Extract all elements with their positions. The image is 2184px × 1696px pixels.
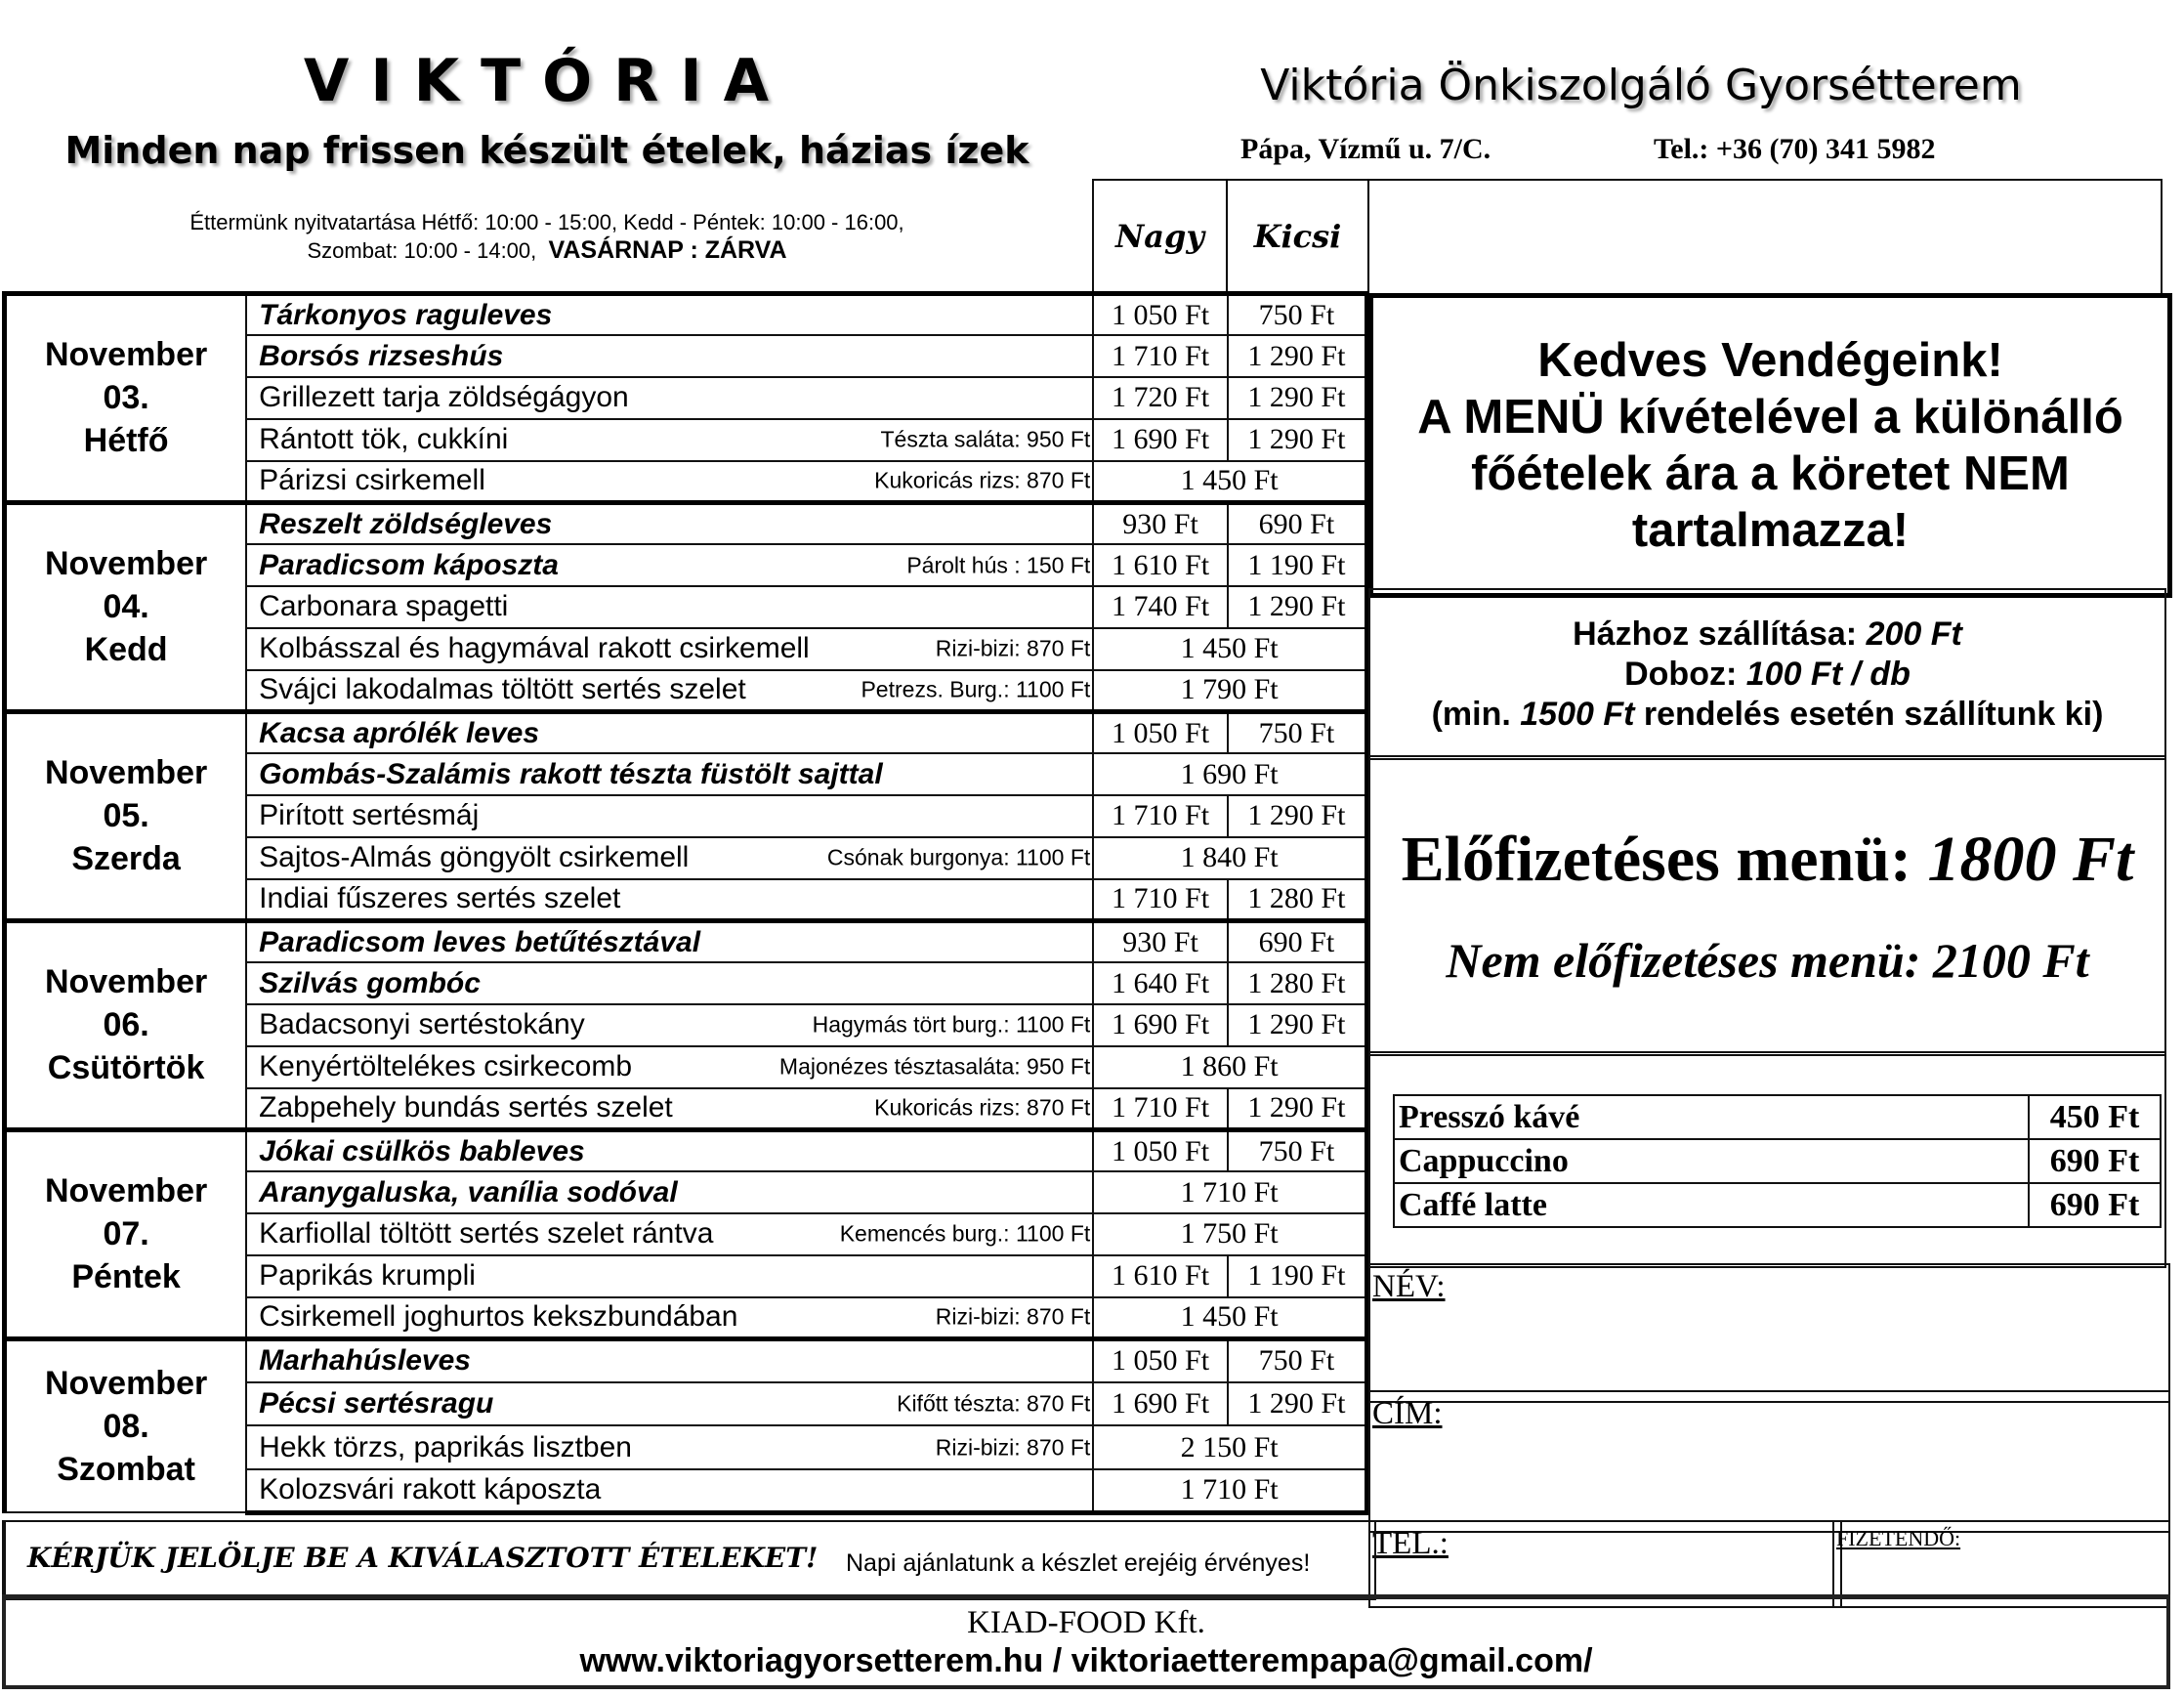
dish-name-cell[interactable] [246,837,1093,879]
dish-name-cell[interactable] [246,419,1093,461]
day-date: 06. [103,1006,149,1044]
delivery-box [1368,588,2166,760]
dish-name: Borsós rizseshús [259,339,504,372]
dish-name: Badacsonyi sertéstokány [259,1008,585,1041]
payable-field[interactable]: FIZETENDŐ: [1832,1520,2170,1608]
dish-name-cell[interactable] [246,1171,1093,1213]
dish-name-cell[interactable] [246,628,1093,670]
table-row[interactable] [5,502,1367,544]
day-cell [5,920,247,1129]
price-small: 750 Ft [1228,1338,1367,1382]
price-small: 750 Ft [1228,711,1367,753]
price-large: 1 050 Ft [1093,1129,1228,1171]
dish-name-cell[interactable] [246,586,1093,628]
price-small: 1 290 Ft [1228,419,1367,461]
dish-name: Paprikás krumpli [259,1259,476,1293]
day-month: November [44,963,208,1001]
dish-name: Tárkonyos raguleves [259,298,553,331]
dish-name: Kolozsvári rakott káposzta [259,1473,602,1506]
price-small: 1 190 Ft [1228,1255,1367,1297]
non-subscription-price: Nem előfizetéses menü: 2100 Ft [1446,933,2089,988]
dish-name-cell[interactable] [246,544,1093,586]
price-small: 690 Ft [1228,920,1367,962]
price-large: 1 710 Ft [1093,335,1228,377]
price-small: 1 290 Ft [1228,1382,1367,1426]
dish-name: Karfiollal töltött sertés szelet rántva [259,1217,714,1251]
address-field[interactable]: CÍM: [1368,1390,2170,1533]
dish-name: Reszelt zöldségleves [259,507,553,540]
price-large: 1 050 Ft [1093,1338,1228,1382]
price-single: 1 840 Ft [1093,837,1366,879]
daily-menu-table [2,291,1369,1515]
opening-hours-line1: Éttermünk nyitvatartása Hétfő: 10:00 - 15:00, Kedd - Péntek: 10:00 - 16:00, [189,210,904,234]
price-large: 930 Ft [1093,502,1228,544]
mark-instruction: KÉRJÜK JELÖLJE BE A KIVÁLASZTOTT ÉTELEKET! [27,1542,819,1574]
column-small: Kicsi [1253,217,1342,255]
dish-name-cell[interactable] [246,670,1093,712]
price-small: 1 290 Ft [1228,1088,1367,1130]
dish-name: Jókai csülkös bableves [259,1134,585,1167]
day-cell [5,1129,247,1338]
day-cell [5,1338,247,1512]
dish-name: Grillezett tarja zöldségágyon [259,381,629,414]
price-large: 1 640 Ft [1093,962,1228,1004]
dish-name: Csirkemell joghurtos kekszbundában [259,1300,738,1334]
dish-name-cell[interactable] [246,1046,1093,1088]
dish-name: Zabpehely bundás sertés szelet [259,1091,673,1124]
dish-name-cell[interactable] [246,1338,1093,1382]
sunday-closed: VASÁRNAP : ZÁRVA [548,236,787,264]
price-single: 2 150 Ft [1093,1425,1366,1469]
box-fee [1624,655,1911,695]
restaurant-name: Viktória Önkiszolgáló Gyorsétterem [1260,61,2022,110]
price-single: 1 690 Ft [1093,753,1366,795]
price-large: 1 710 Ft [1093,795,1228,837]
day-date: 08. [103,1408,149,1446]
dish-name-cell[interactable] [246,377,1093,419]
side-dish-price: Hagymás tört burg.: 1100 Ft [812,1011,1091,1038]
dish-name: Párizsi csirkemell [259,464,485,497]
delivery-fee [1573,615,1962,655]
price-single: 1 790 Ft [1093,670,1366,712]
side-dish-price: Kemencés burg.: 1100 Ft [839,1220,1091,1247]
day-weekday: Péntek [71,1258,181,1296]
dish-name-cell[interactable] [246,920,1093,962]
coffee-name: Presszó kávé [1394,1095,2029,1139]
column-large: Nagy [1115,217,1204,255]
dish-name: Kenyértöltelékes csirkecomb [259,1050,632,1083]
day-date: 07. [103,1215,149,1253]
dish-name: Svájci lakodalmas töltött sertés szelet [259,673,746,706]
dish-name-cell[interactable] [246,1297,1093,1339]
dish-name-cell[interactable] [246,1213,1093,1255]
price-large: 1 690 Ft [1093,1382,1228,1426]
dish-name: Kacsa aprólék leves [259,716,540,749]
dish-name-cell[interactable] [246,1425,1093,1469]
coffee-row [1394,1095,2161,1139]
dish-name-cell[interactable] [246,1255,1093,1297]
table-row[interactable] [5,1338,1367,1382]
price-large: 1 710 Ft [1093,879,1228,921]
price-small: 1 290 Ft [1228,377,1367,419]
coffee-price: 690 Ft [2029,1183,2161,1227]
subscription-box [1368,755,2166,1056]
dish-name-cell[interactable] [246,962,1093,1004]
coffee-row [1394,1139,2161,1183]
day-weekday: Szerda [71,840,181,878]
divider [1367,179,1369,293]
table-row[interactable] [5,1129,1367,1171]
dish-name-cell[interactable] [246,711,1093,753]
day-month: November [44,754,208,792]
subscription-value: 1800 Ft [1927,824,2134,895]
coffee-row [1394,1183,2161,1227]
dish-name: Sajtos-Almás göngyölt csirkemell [259,841,690,874]
address: Pápa, Vízmű u. 7/C. [1240,133,1491,165]
price-small: 750 Ft [1228,1129,1367,1171]
price-large: 1 610 Ft [1093,544,1228,586]
validity-note: Napi ajánlatunk a készlet erejéig érvényes! [846,1549,1311,1577]
dish-name: Indiai fűszeres sertés szelet [259,882,621,915]
side-dish-price: Rizi-bizi: 870 Ft [935,635,1091,661]
dish-name: Marhahúsleves [259,1344,471,1378]
phone-field[interactable]: TEL.: [1368,1520,1842,1608]
price-small: 1 290 Ft [1228,335,1367,377]
price-single: 1 860 Ft [1093,1046,1366,1088]
day-weekday: Hétfő [83,422,169,460]
minimum-order [1432,695,2104,735]
price-small: 1 190 Ft [1228,544,1367,586]
price-single: 1 710 Ft [1093,1171,1366,1213]
min-value: 1500 Ft [1520,695,1635,733]
day-date: 03. [103,379,149,417]
price-single: 1 450 Ft [1093,461,1366,503]
dish-name-cell[interactable] [246,294,1093,336]
dish-name: Kolbásszal és hagymával rakott csirkemell [259,632,810,665]
side-dish-price: Csónak burgonya: 1100 Ft [826,844,1091,870]
price-small: 1 290 Ft [1228,1004,1367,1046]
side-dish-price: Rizi-bizi: 870 Ft [935,1434,1091,1461]
side-dish-price: Kukoricás rizs: 870 Ft [874,1094,1091,1121]
price-single: 1 450 Ft [1093,628,1366,670]
dish-name: Paradicsom káposzta [259,548,559,581]
day-month: November [44,1365,208,1403]
coffee-table [1393,1094,2162,1228]
box-fee-label: Doboz: [1624,655,1738,693]
price-small: 1 280 Ft [1228,962,1367,1004]
table-row[interactable] [5,920,1367,962]
price-large: 1 720 Ft [1093,377,1228,419]
price-single: 1 450 Ft [1093,1297,1366,1339]
phone: Tel.: +36 (70) 341 5982 [1654,133,1936,165]
dish-name: Pirított sertésmáj [259,799,480,832]
dish-name: Hekk törzs, paprikás lisztben [259,1430,632,1463]
box-fee-value: 100 Ft / db [1745,655,1911,693]
dish-name-cell[interactable] [246,753,1093,795]
price-large: 930 Ft [1093,920,1228,962]
price-small: 750 Ft [1228,294,1367,336]
dish-name: Gombás-Szalámis rakott tészta füstölt sajttal [259,757,883,790]
min-suffix: rendelés esetén szállítunk ki) [1643,695,2104,733]
dish-name: Rántott tök, cukkíni [259,423,509,456]
price-large: 1 710 Ft [1093,1088,1228,1130]
notice-line: főételek ára a köretet NEM [1471,447,2070,500]
price-single: 1 710 Ft [1093,1469,1366,1513]
opening-hours [59,209,1035,265]
saturday-hours: Szombat: 10:00 - 14:00, [307,238,537,263]
price-small: 1 290 Ft [1228,795,1367,837]
opening-hours-line2 [59,236,1035,265]
day-cell [5,502,247,711]
price-large: 1 690 Ft [1093,1004,1228,1046]
day-weekday: Szombat [57,1451,195,1489]
day-date: 05. [103,797,149,835]
dish-name-cell[interactable] [246,1004,1093,1046]
dish-name-cell[interactable] [246,1088,1093,1130]
slogan: Minden nap frissen készült ételek, házias ízek [64,129,1029,172]
dish-name-cell[interactable] [246,879,1093,921]
brand-title: VIKTÓRIA [303,47,791,115]
coffee-price: 690 Ft [2029,1139,2161,1183]
dish-name-cell[interactable] [246,461,1093,503]
dish-name: Szilvás gombóc [259,966,481,999]
dish-name: Pécsi sertésragu [259,1387,494,1420]
price-single: 1 750 Ft [1093,1213,1366,1255]
company-name: KIAD-FOOD Kft. [967,1605,1205,1640]
price-large: 1 050 Ft [1093,294,1228,336]
price-large: 1 740 Ft [1093,586,1228,628]
table-row[interactable] [5,711,1367,753]
coffee-name: Caffé latte [1394,1183,2029,1227]
day-weekday: Csütörtök [47,1049,205,1087]
dish-name-cell[interactable] [246,502,1093,544]
side-dish-price: Kifőtt tészta: 870 Ft [897,1390,1091,1417]
side-dish-price: Párolt hús : 150 Ft [906,552,1091,578]
side-dish-price: Majonézes tésztasaláta: 950 Ft [778,1053,1091,1080]
dish-name-cell[interactable] [246,1469,1093,1513]
notice-box [1368,293,2172,598]
side-dish-price: Rizi-bizi: 870 Ft [935,1303,1091,1330]
side-dish-price: Petrezs. Burg.: 1100 Ft [861,676,1091,702]
min-prefix: (min. [1431,695,1511,733]
side-dish-price: Kukoricás rizs: 870 Ft [874,467,1091,493]
day-month: November [44,336,208,374]
coffee-name: Cappuccino [1394,1139,2029,1183]
dish-name: Paradicsom leves betűtésztával [259,925,701,958]
notice-line: A MENÜ kívételével a különálló [1417,391,2123,444]
name-field[interactable]: NÉV: [1368,1263,2170,1403]
day-month: November [44,545,208,583]
notice-line: Kedves Vendégeink! [1537,334,2003,387]
day-cell [5,294,247,503]
side-dish-price: Tészta saláta: 950 Ft [880,426,1091,452]
price-small: 690 Ft [1228,502,1367,544]
price-small: 1 280 Ft [1228,879,1367,921]
dish-name-cell[interactable] [246,795,1093,837]
table-row[interactable] [5,294,1367,336]
coffee-price: 450 Ft [2029,1095,2161,1139]
subscription-price [1402,823,2134,897]
dish-name-cell[interactable] [246,1129,1093,1171]
price-large: 1 690 Ft [1093,419,1228,461]
notice-line: tartalmazza! [1631,504,1910,557]
price-small: 1 290 Ft [1228,586,1367,628]
day-weekday: Kedd [84,631,168,669]
dish-name: Aranygaluska, vanília sodóval [259,1175,678,1208]
footer [2,1594,2170,1689]
price-large: 1 610 Ft [1093,1255,1228,1297]
website-email[interactable]: www.viktoriagyorsetterem.hu / viktoriaetterempapa@gmail.com/ [579,1642,1593,1679]
price-large: 1 050 Ft [1093,711,1228,753]
delivery-fee-value: 200 Ft [1866,615,1962,653]
day-cell [5,711,247,920]
day-month: November [44,1172,208,1210]
day-date: 04. [103,588,149,626]
dish-name-cell[interactable] [246,335,1093,377]
dish-name-cell[interactable] [246,1382,1093,1426]
delivery-fee-label: Házhoz szállítása: [1573,615,1858,653]
dish-name: Carbonara spagetti [259,590,509,623]
subscription-label: Előfizetéses menü: [1401,824,1911,895]
